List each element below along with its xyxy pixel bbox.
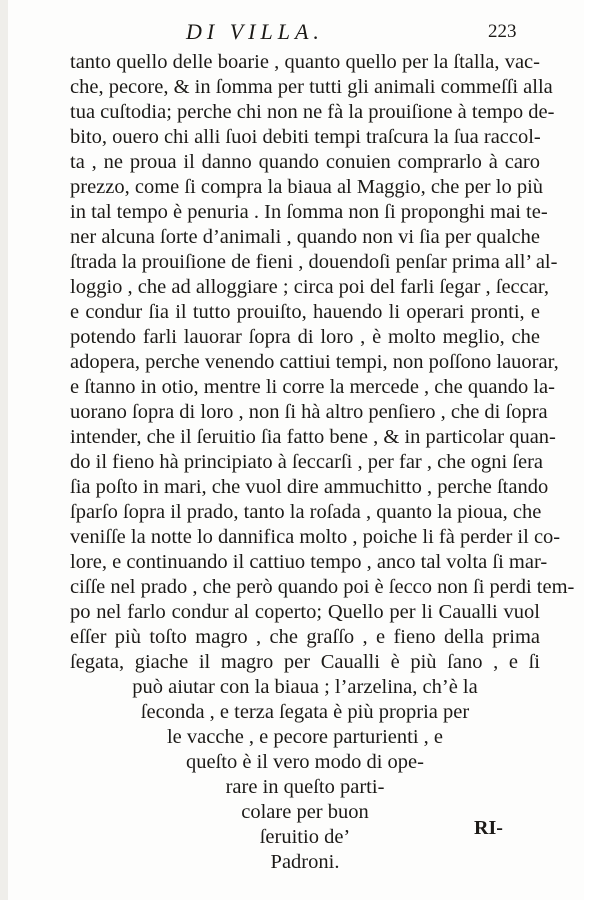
text-line: queſto è il vero modo di ope- <box>186 751 424 773</box>
body-text <box>70 50 575 875</box>
page-margin-right <box>584 0 606 900</box>
text-line: tua cuſtodia; perche chi non ne fà la prouiſione à tempo de- <box>70 101 555 123</box>
text-line: colare per buon <box>241 801 369 823</box>
text-line: ſegata, giache il magro per Caualli è più ſano , e ſi <box>70 651 540 673</box>
text-line: potendo farli lauorar ſopra di loro , è molto meglio, che <box>70 326 540 348</box>
text-line: può aiutar con la biaua ; l’arzelina, ch’è la <box>132 676 478 698</box>
text-line: che, pecore, & in ſomma per tutti gli animali commeſſi alla <box>70 76 553 98</box>
text-line: uorano ſopra di loro , non ſi hà altro penſiero , che di ſopra <box>70 401 548 423</box>
text-line: intender, che il ſeruitio ſia fatto bene , & in particolar quan- <box>70 426 556 448</box>
text-line: ſia poſto in mari, che vuol dire ammuchitto , perche ſtando <box>70 476 549 498</box>
page-number: 223 <box>488 21 517 42</box>
text-line: po nel farlo condur al coperto; Quello per li Caualli vuol <box>70 601 540 623</box>
text-line: adopera, perche venendo cattiui tempi, non poſſono lauorar, <box>70 351 559 373</box>
running-head <box>0 18 606 46</box>
text-line: e condur ſia il tutto prouiſto, hauendo li operari pronti, e <box>70 301 540 323</box>
text-line: lore, e continuando il cattiuo tempo , anco tal volta ſi mar- <box>70 551 548 573</box>
catchword: RI- <box>474 817 503 839</box>
text-line: ſeconda , e terza ſegata è più propria per <box>140 701 470 723</box>
text-line: veniſſe la notte lo dannifica molto , poiche li fà perder il co- <box>70 526 561 548</box>
text-line: loggio , che ad alloggiare ; circa poi del farli ſegar , ſeccar, <box>70 276 549 298</box>
text-line: rare in queſto parti- <box>225 776 385 798</box>
text-line: ſparſo ſopra il prado, tanto la roſada , quanto la pioua, che <box>70 501 542 523</box>
text-line: eſſer più toſto magro , che graſſo , e fieno della prima <box>70 626 540 648</box>
text-line: e ſtanno in otio, mentre li corre la mercede , che quando la- <box>70 376 555 398</box>
text-line: ta , ne proua il danno quando conuien comprarlo à caro <box>70 151 540 173</box>
text-line: le vacche , e pecore parturienti , e <box>166 726 444 748</box>
text-line: ner alcuna ſorte d’animali , quando non vi ſia per qualche <box>70 226 540 248</box>
text-line: tanto quello delle boarie , quanto quello per la ſtalla, vac- <box>70 51 540 73</box>
text-line: ſeruitio de’ <box>259 826 351 848</box>
running-title: DI VILLA. <box>186 19 324 44</box>
text-line: in tal tempo è penuria . In ſomma non ſi proponghi mai te- <box>70 201 548 223</box>
text-line: prezzo, come ſi compra la biaua al Maggio, che per lo più <box>70 176 544 198</box>
text-line: do il fieno hà principiato à ſeccarſi , per far , che ogni ſera <box>70 451 543 473</box>
page-edge-shadow <box>0 0 8 900</box>
text-line: ſtrada la prouiſione de fieni , douendoſi penſar prima all’ al- <box>70 251 558 273</box>
text-line: ciſſe nel prado , che però quando poi è ſecco non ſi perdi tem- <box>70 576 575 598</box>
text-line: bito, ouero chi alli ſuoi debiti tempi traſcura la ſua raccol- <box>70 126 541 148</box>
text-line-final: Padroni. <box>270 851 340 873</box>
